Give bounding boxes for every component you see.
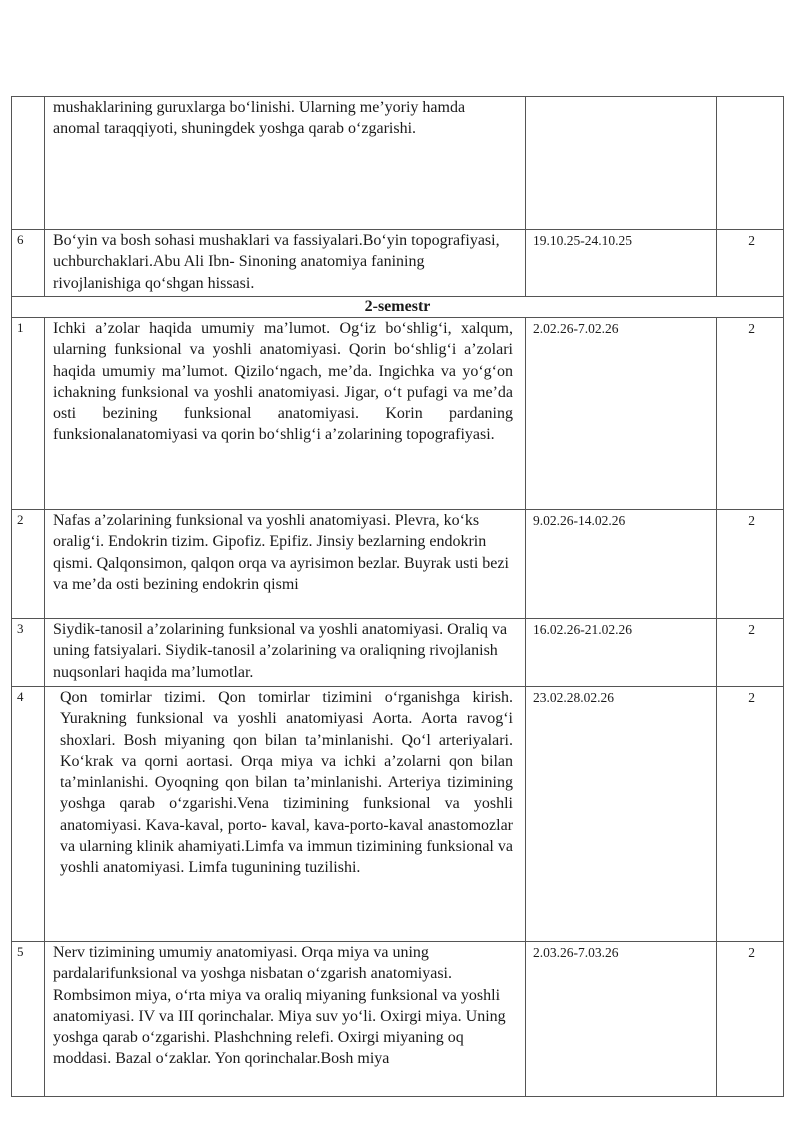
table-row — [12, 942, 784, 1097]
topic-text: Siydik-tanosil a’zolarining funksional va yoshli anatomiyasi. Oraliq va uning fatsiyalari. Siydik-tanosil a’zolarining va oraliqning rivojlanish nuqsonlari haqida ma’lumotlar. — [45, 619, 526, 687]
hours-value: 2 — [717, 318, 784, 510]
topic-text: Qon tomirlar tizimi. Qon tomirlar tizimini o‘rganishga kirish. Yurakning funksional va yoshli anatomiyasi Aorta. Aorta ravog‘i shoxlari. Bosh miyaning qon bilan ta’minlanishi. Qo‘l arteriyalari. Ko‘krak va qorni aortasi. Orqa miya va ichki a’zolarni qon bilan ta’minlanishi. Oyoqning qon bilan ta’minlanishi. Arteriya tizimining yoshga qarab o‘zgarishi.Vena tizimining funksional va yoshli anatomiyasi. Kava-kaval, porto- kaval, kava-porto-kaval anastomozlar va ularning klinik ahamiyati.Limfa va immun tizimining funksional va yoshli anatomiyasi. Limfa tugunining tuzilishi. — [45, 687, 526, 942]
hours-value: 2 — [717, 942, 784, 1097]
study-plan-table — [11, 96, 784, 1097]
date-range: 19.10.25-24.10.25 — [526, 230, 717, 297]
hours-value — [717, 97, 784, 230]
table-row — [12, 687, 784, 942]
date-range: 23.02.28.02.26 — [526, 687, 717, 942]
semester-label: 2-semestr — [12, 297, 784, 318]
date-range: 9.02.26-14.02.26 — [526, 510, 717, 619]
topic-text: mushaklarining guruxlarga bo‘linishi. Ularning me’yoriy hamda anomal taraqqiyoti, shuningdek yoshga qarab o‘zgarishi. — [45, 97, 526, 230]
row-number: 1 — [12, 318, 45, 510]
row-number: 4 — [12, 687, 45, 942]
date-range: 16.02.26-21.02.26 — [526, 619, 717, 687]
date-range: 2.02.26-7.02.26 — [526, 318, 717, 510]
table-row — [12, 230, 784, 297]
topic-text: Nafas a’zolarining funksional va yoshli anatomiyasi. Plevra, ko‘ks oralig‘i. Endokrin tizim. Gipofiz. Epifiz. Jinsiy bezlarning endokrin qismi. Qalqonsimon, qalqon orqa va ayrisimon bezlar. Buyrak usti bezi va me’da osti bezining endokrin qismi — [45, 510, 526, 619]
row-number: 5 — [12, 942, 45, 1097]
hours-value: 2 — [717, 687, 784, 942]
row-number: 2 — [12, 510, 45, 619]
table-row — [12, 510, 784, 619]
table-row — [12, 97, 784, 230]
date-range: 2.03.26-7.03.26 — [526, 942, 717, 1097]
hours-value: 2 — [717, 619, 784, 687]
hours-value: 2 — [717, 230, 784, 297]
date-range — [526, 97, 717, 230]
semester-header-row — [12, 297, 784, 318]
row-number — [12, 97, 45, 230]
topic-text: Nerv tizimining umumiy anatomiyasi. Orqa miya va uning pardalarifunksional va yoshga nisbatan o‘zgarish anatomiyasi. Rombsimon miya, o‘rta miya va oraliq miyaning funksional va yoshli anatomiyasi. IV va III qorinchalar. Miya suv yo‘li. Oxirgi miya. Uning yoshga qarab o‘zgarishi. Plashchning relefi. Oxirgi miyaning oq moddasi. Bazal o‘zaklar. Yon qorinchalar.Bosh miya — [45, 942, 526, 1097]
hours-value: 2 — [717, 510, 784, 619]
table-row — [12, 318, 784, 510]
table-row — [12, 619, 784, 687]
row-number: 3 — [12, 619, 45, 687]
topic-text: Ichki a’zolar haqida umumiy ma’lumot. Og‘iz bo‘shlig‘i, xalqum, ularning funksional va yoshli anatomiyasi. Qorin bo‘shlig‘i a’zolari haqida umumiy ma’lumot. Qizilo‘ngach, me’da. Ingichka va yo‘g‘on ichakning funksional va yoshli anatomiyasi. Jigar, o‘t pufagi va me’da osti bezining funksional anatomiyasi. Korin pardaning funksionalanatomiyasi va qorin bo‘shlig‘i a’zolarining topografiyasi. — [45, 318, 526, 510]
topic-text: Bo‘yin va bosh sohasi mushaklari va fassiyalari.Bo‘yin topografiyasi, uchburchaklari.Abu Ali Ibn- Sinoning anatomiya fanining rivojlanishiga qo‘shgan hissasi. — [45, 230, 526, 297]
row-number: 6 — [12, 230, 45, 297]
